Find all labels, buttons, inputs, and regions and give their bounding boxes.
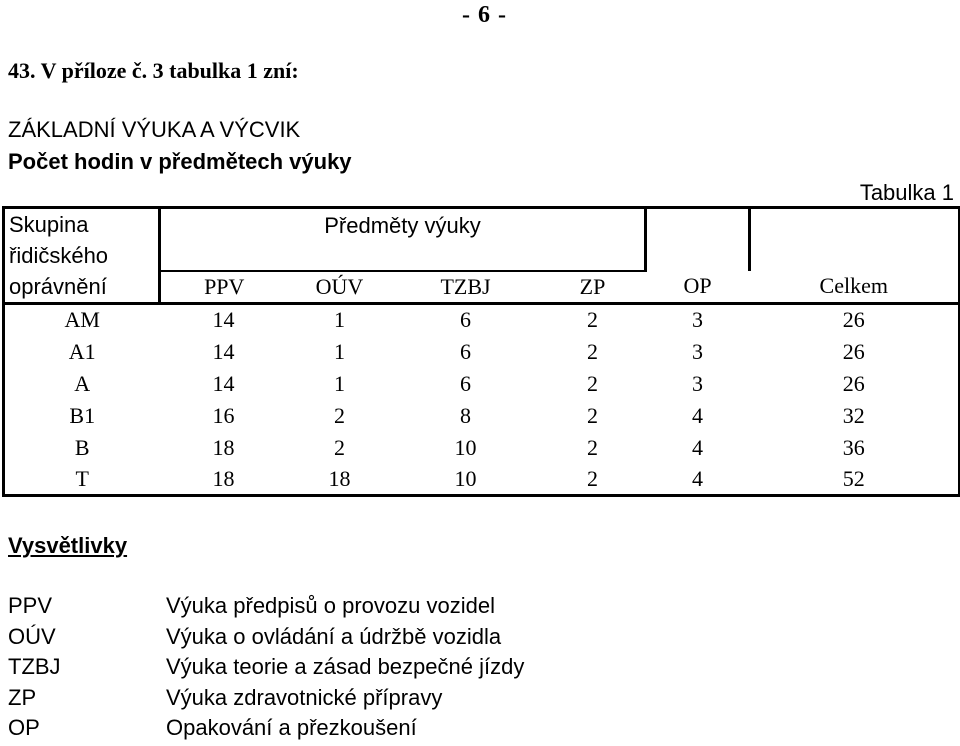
value-cell: 4 bbox=[692, 434, 703, 460]
group-cell: AM bbox=[4, 304, 160, 336]
value-cell: 3 bbox=[646, 304, 750, 336]
value-cell: 32 bbox=[750, 400, 960, 432]
value-cell: 6 bbox=[392, 304, 540, 336]
legend-abbreviation: TZBJ bbox=[8, 654, 61, 679]
value-cell: 2 bbox=[587, 338, 598, 364]
table-row bbox=[4, 368, 960, 400]
column-header-total: Celkem bbox=[750, 271, 960, 304]
subjects-header: Předměty výuky bbox=[160, 208, 646, 271]
value-cell: 6 bbox=[460, 338, 471, 364]
value-cell: 3 bbox=[692, 338, 703, 364]
group-header-cell bbox=[4, 208, 160, 304]
value-cell: 26 bbox=[750, 304, 960, 336]
value-cell: 2 bbox=[587, 434, 598, 460]
page-number: - 6 - bbox=[462, 2, 507, 28]
value-cell: 1 bbox=[334, 338, 345, 364]
value-cell: 8 bbox=[460, 402, 471, 428]
value-cell: 4 bbox=[692, 402, 703, 428]
value-cell: 2 bbox=[540, 304, 646, 336]
column-header-zp: ZP bbox=[540, 271, 646, 304]
group-cell: B1 bbox=[4, 400, 160, 432]
value-cell: 2 bbox=[540, 464, 646, 496]
value-cell: 3 bbox=[692, 370, 703, 396]
value-cell: 10 bbox=[454, 434, 477, 460]
value-cell: 2 bbox=[334, 402, 345, 428]
group-header-line2: řidičského bbox=[9, 243, 109, 268]
legend-heading: Vysvětlivky bbox=[8, 533, 128, 558]
value-cell: 2 bbox=[587, 402, 598, 428]
value-cell: 18 bbox=[288, 464, 392, 496]
value-cell: 1 bbox=[334, 370, 345, 396]
column-header-ppv: PPV bbox=[160, 271, 288, 304]
value-cell: 2 bbox=[587, 370, 598, 396]
legend-abbreviation: OP bbox=[8, 715, 40, 740]
column-header-ouv: OÚV bbox=[288, 271, 392, 304]
group-cell: A1 bbox=[4, 336, 160, 368]
header-spacer-total bbox=[750, 208, 960, 271]
legend-abbreviation: ZP bbox=[8, 684, 37, 710]
group-cell: B bbox=[4, 432, 160, 464]
legend-description: Opakování a přezkoušení bbox=[166, 715, 417, 740]
table-row bbox=[4, 336, 960, 368]
group-header-line3: oprávnění bbox=[9, 274, 107, 299]
group-cell: T bbox=[4, 464, 160, 496]
value-cell: 18 bbox=[160, 464, 288, 496]
document-subtitle: Počet hodin v předmětech výuky bbox=[8, 149, 352, 174]
group-cell: A bbox=[4, 368, 160, 400]
table-row bbox=[4, 304, 960, 336]
value-cell: 36 bbox=[750, 432, 960, 464]
value-cell: 26 bbox=[750, 336, 960, 368]
header-spacer-op bbox=[646, 208, 750, 271]
table-row bbox=[4, 432, 960, 464]
document-title: ZÁKLADNÍ VÝUKA A VÝCVIK bbox=[8, 117, 301, 142]
legend-abbreviation: PPV bbox=[8, 593, 53, 618]
hours-table bbox=[2, 206, 960, 497]
value-cell: 16 bbox=[212, 402, 235, 428]
value-cell: 18 bbox=[212, 434, 235, 460]
value-cell: 52 bbox=[750, 464, 960, 496]
value-cell: 14 bbox=[212, 338, 235, 364]
value-cell: 6 bbox=[460, 370, 471, 396]
table-row bbox=[4, 464, 960, 496]
value-cell: 2 bbox=[334, 434, 345, 460]
section-heading: 43. V příloze č. 3 tabulka 1 zní: bbox=[8, 58, 299, 83]
legend-abbreviation: OÚV bbox=[8, 623, 56, 649]
legend-description: Výuka předpisů o provozu vozidel bbox=[166, 593, 495, 618]
column-header-op: OP bbox=[683, 273, 712, 299]
value-cell: 14 bbox=[212, 370, 235, 396]
group-header-line1: Skupina bbox=[9, 212, 89, 237]
table-row bbox=[4, 400, 960, 432]
value-cell: 10 bbox=[392, 464, 540, 496]
legend-description: Výuka o ovládání a údržbě vozidla bbox=[166, 623, 502, 649]
table-caption: Tabulka 1 bbox=[859, 180, 954, 205]
value-cell: 26 bbox=[750, 368, 960, 400]
legend-description: Výuka zdravotnické přípravy bbox=[166, 684, 443, 710]
legend-description: Výuka teorie a zásad bezpečné jízdy bbox=[166, 654, 525, 679]
value-cell: 4 bbox=[646, 464, 750, 496]
value-cell: 1 bbox=[288, 304, 392, 336]
column-header-tzbj: TZBJ bbox=[392, 271, 540, 304]
value-cell: 14 bbox=[160, 304, 288, 336]
